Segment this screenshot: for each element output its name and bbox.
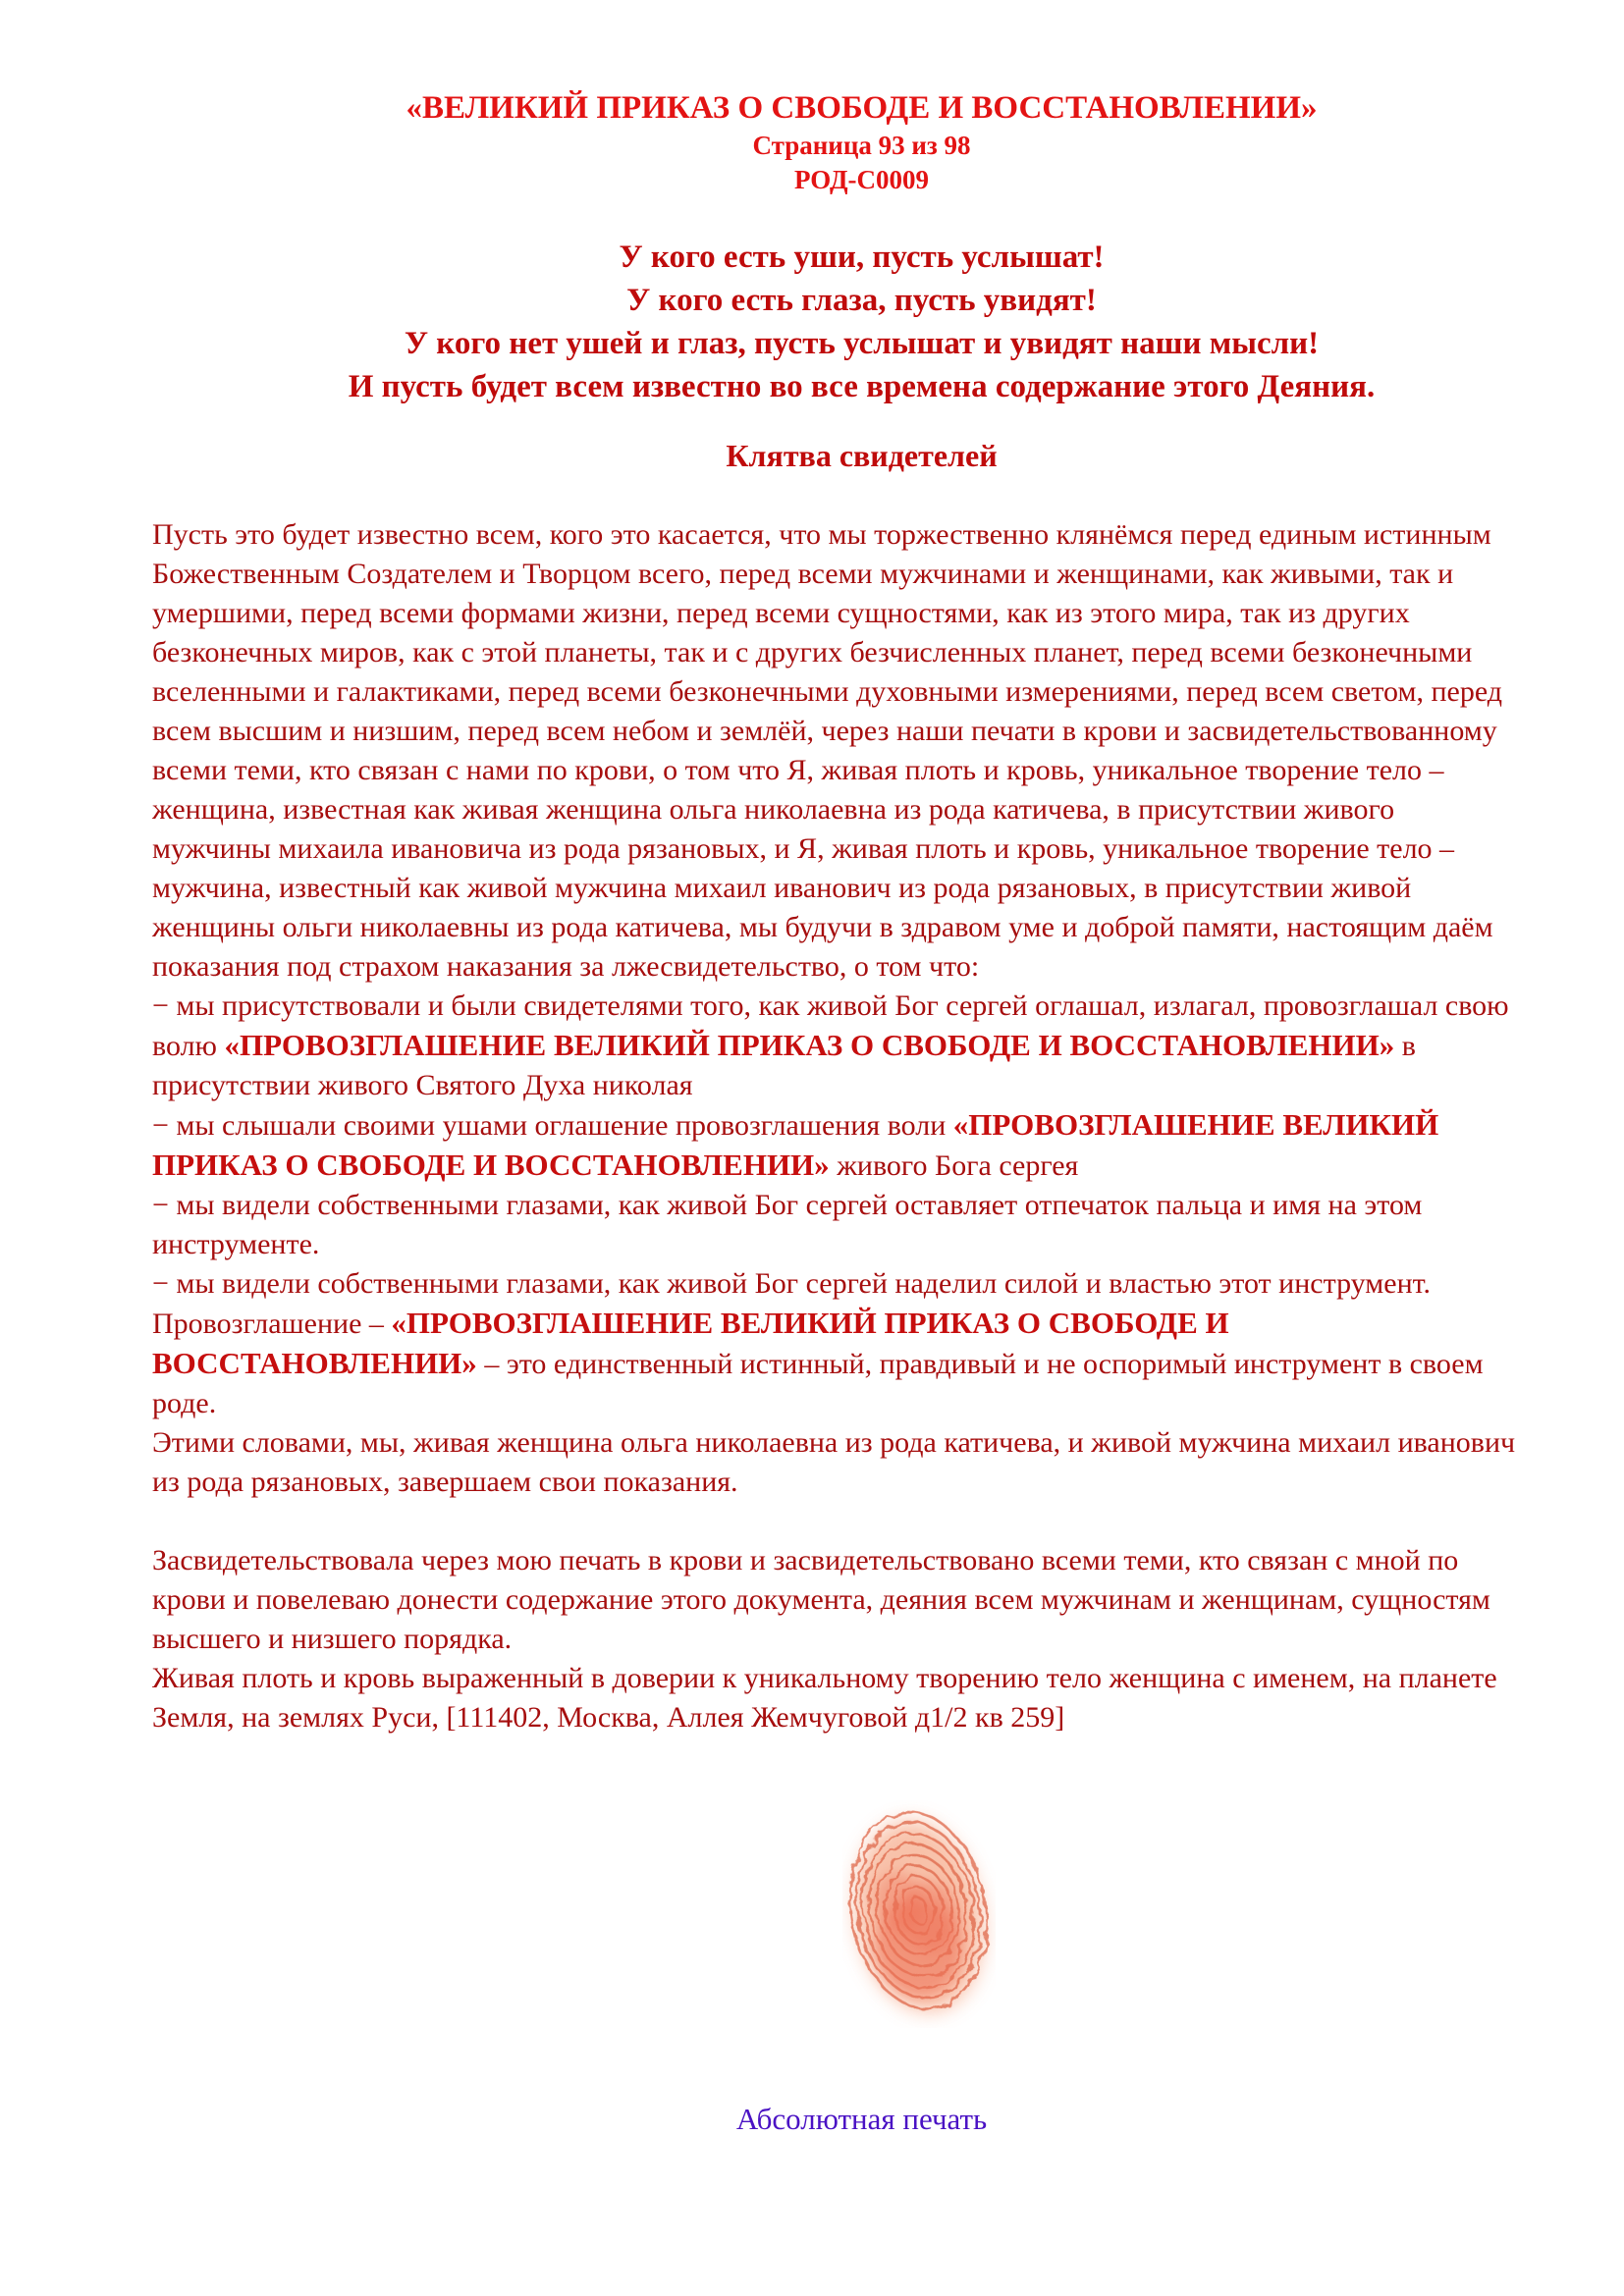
page-number: Страница 93 из 98: [752, 131, 971, 161]
text-run: в присутствии живого Святого Духа николая: [152, 1030, 1416, 1102]
text-run: − мы присутствовали и были свидетелями того, как живой Бог сергей оглашал, излагал, провозглашал свою волю: [152, 989, 1509, 1063]
body-paragraph: [152, 1659, 1517, 1737]
text-run: Живая плоть и кровь выраженный в доверии к уникальному творению тело женщина с именем, на планете Земля, на землях Руси, [111402, Москва, Аллея Жемчуговой д1/2 кв 259]: [152, 1662, 1497, 1735]
body-paragraph: [152, 1423, 1517, 1502]
text-run: Засвидетельствовала через мою печать в крови и засвидетельствовано всеми теми, кто связан с мной по крови и повелеваю донести содержание этого документа, деяния всем мужчинам и женщинам, сущностям высшего и низшего порядка.: [152, 1544, 1490, 1656]
emphasis-run: «ПРОВОЗГЛАШЕНИЕ ВЕЛИКИЙ ПРИКАЗ О СВОБОДЕ И ВОССТАНОВЛЕНИИ»: [152, 1107, 1439, 1183]
seal-caption: Абсолютная печать: [735, 2102, 988, 2137]
document-code: РОД-С0009: [793, 164, 930, 194]
text-run: − мы видели собственными глазами, как живой Бог сергей оставляет отпечаток пальца и имя на этом инструменте.: [152, 1189, 1423, 1261]
proclamation-line: У кого есть глаза, пусть увидят!: [626, 283, 1097, 319]
text-run: − мы слышали своими ушами оглашение провозглашения воли: [152, 1109, 953, 1143]
body-paragraph: [152, 1105, 1517, 1186]
emphasis-run: «ПРОВОЗГЛАШЕНИЕ ВЕЛИКИЙ ПРИКАЗ О СВОБОДЕ И ВОССТАНОВЛЕНИИ»: [152, 1306, 1229, 1381]
text-run: Этими словами, мы, живая женщина ольга николаевна из рода катичева, и живой мужчина михаил иванович из рода рязановых, завершаем свои показания.: [152, 1426, 1516, 1499]
body-paragraph: [152, 1186, 1517, 1264]
emphasis-run: «ПРОВОЗГЛАШЕНИЕ ВЕЛИКИЙ ПРИКАЗ О СВОБОДЕ И ВОССТАНОВЛЕНИИ»: [224, 1028, 1395, 1063]
body-paragraph: [152, 1304, 1517, 1423]
body-paragraph: [152, 1264, 1517, 1304]
document-header: [152, 88, 1571, 196]
text-run: − мы видели собственными глазами, как живой Бог сергей наделил силой и властью этот инструмент.: [152, 1267, 1431, 1301]
body-text: [152, 515, 1571, 1737]
proclamation-line: У кого нет ушей и глаз, пусть услышат и увидят наши мысли!: [404, 326, 1320, 362]
fingerprint-icon: [842, 1800, 996, 2033]
document-title: «ВЕЛИКИЙ ПРИКАЗ О СВОБОДЕ И ВОССТАНОВЛЕНИИ»: [406, 90, 1318, 126]
text-run: – это единственный истинный, правдивый и не оспоримый инструмент в своем роде.: [152, 1348, 1484, 1420]
proclamation-line: И пусть будет всем известно во все времена содержание этого Деяния.: [348, 369, 1376, 405]
text-run: Пусть это будет известно всем, кого это касается, что мы торжественно клянёмся перед единым истинным Божественным Создателем и Творцом всего, перед всеми мужчинами и женщинами, как живыми, так и умершими, перед всеми формами жизни, перед всеми сущностями, как из этого мира, так из других безконечных миров, как с этой планеты, так и с других безчисленных планет, перед всеми безконечными вселенными и галактиками, перед всеми безконечными духовными измерениями, перед всем светом, перед всем высшим и низшим, перед всем небом и землёй, через наши печати в крови и засвидетельствованному всеми теми, кто связан с нами по крови, о том что Я, живая плоть и кровь, уникальное творение тело – женщина, известная как живая женщина ольга николаевна из рода катичева, в присутствии живого мужчины михаила ивановича из рода рязановых, и Я, живая плоть и кровь, уникальное творение тело – мужчина, известный как живой мужчина михаил иванович из рода рязановых, в присутствии живой женщины ольги николаевны из рода катичева, мы будучи в здравом уме и доброй памяти, настоящим даём показания под страхом наказания за лжесвидетельство, о том что:: [152, 518, 1503, 984]
body-paragraph: [152, 1541, 1517, 1659]
proclamation-line: У кого есть уши, пусть услышат!: [619, 240, 1105, 276]
section-heading: Клятва свидетелей: [726, 438, 998, 474]
text-run: Провозглашение –: [152, 1308, 392, 1341]
proclamation-block: [152, 236, 1571, 408]
body-paragraph: [152, 515, 1517, 987]
fingerprint-seal: [152, 1800, 1571, 2033]
text-run: живого Бога сергея: [829, 1149, 1079, 1183]
body-paragraph: [152, 987, 1517, 1105]
